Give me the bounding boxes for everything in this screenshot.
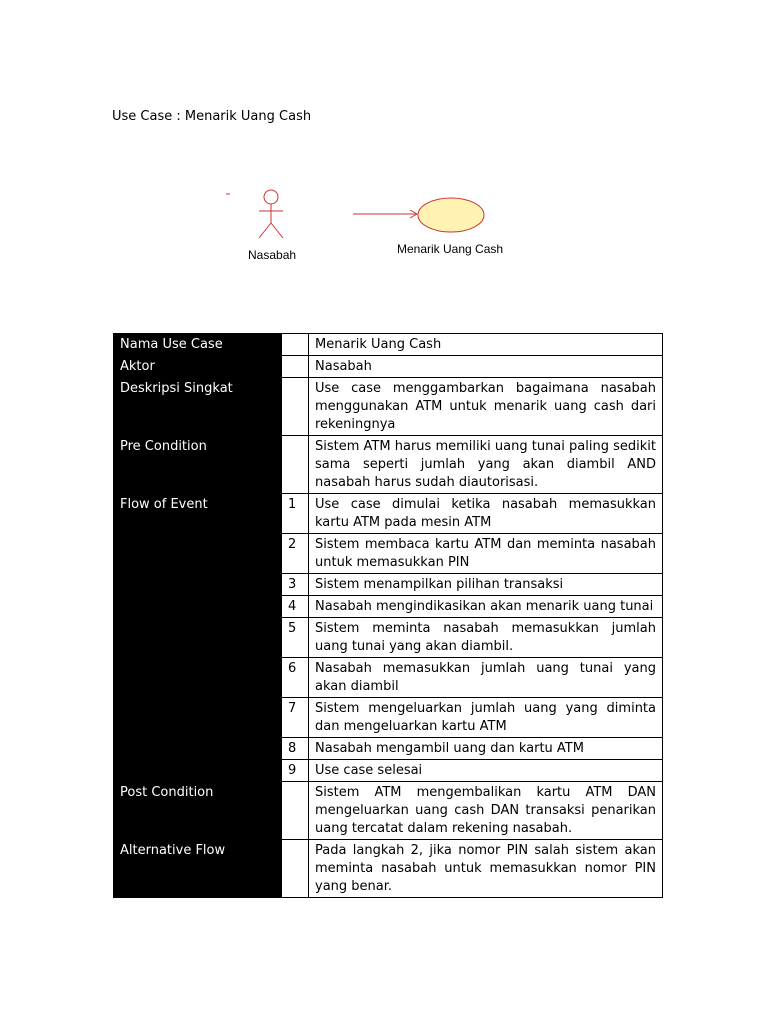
step-text: Use case selesai	[309, 760, 663, 782]
step-number: 7	[282, 698, 309, 738]
document-title: Use Case : Menarik Uang Cash	[112, 109, 312, 124]
use-case-table	[113, 333, 663, 898]
row-label: Nama Use Case	[114, 334, 282, 356]
step-text: Sistem membaca kartu ATM dan meminta nasabah untuk memasukkan PIN	[309, 534, 663, 574]
table-row	[114, 840, 663, 898]
row-label: Pre Condition	[114, 436, 282, 494]
actor-label: Nasabah	[248, 248, 297, 262]
table-row	[114, 782, 663, 840]
row-value: Sistem ATM harus memiliki uang tunai paling sedikit sama seperti jumlah yang akan diambil AND nasabah harus sudah diautorisasi.	[309, 436, 663, 494]
actor-head	[264, 190, 278, 204]
actor-right-leg	[271, 223, 283, 238]
step-text: Sistem meminta nasabah memasukkan jumlah uang tunai yang akan diambil.	[309, 618, 663, 658]
row-label: Post Condition	[114, 782, 282, 840]
row-value: Menarik Uang Cash	[309, 334, 663, 356]
step-text: Nasabah memasukkan jumlah uang tunai yang akan diambil	[309, 658, 663, 698]
step-text: Nasabah mengindikasikan akan menarik uang tunai	[309, 596, 663, 618]
row-label: Deskripsi Singkat	[114, 378, 282, 436]
row-label: Flow of Event	[114, 494, 282, 782]
row-label: Alternative Flow	[114, 840, 282, 898]
step-text: Nasabah mengambil uang dan kartu ATM	[309, 738, 663, 760]
step-number: 3	[282, 574, 309, 596]
step-number: 8	[282, 738, 309, 760]
step-number: 6	[282, 658, 309, 698]
row-label: Aktor	[114, 356, 282, 378]
step-text: Use case dimulai ketika nasabah memasukkan kartu ATM pada mesin ATM	[309, 494, 663, 534]
use-case-diagram	[220, 183, 520, 273]
row-value: Nasabah	[309, 356, 663, 378]
step-number: 1	[282, 494, 309, 534]
row-value: Pada langkah 2, jika nomor PIN salah sistem akan meminta nasabah untuk memasukkan nomor PIN yang benar.	[309, 840, 663, 898]
row-value: Use case menggambarkan bagaimana nasabah menggunakan ATM untuk menarik uang cash dari rekeningnya	[309, 378, 663, 436]
step-text: Sistem mengeluarkan jumlah uang yang diminta dan mengeluarkan kartu ATM	[309, 698, 663, 738]
row-value: Sistem ATM mengembalikan kartu ATM DAN mengeluarkan uang cash DAN transaksi penarikan uang tercatat dalam rekening nasabah.	[309, 782, 663, 840]
step-number: 5	[282, 618, 309, 658]
use-case-ellipse	[418, 198, 484, 232]
table-row	[114, 494, 663, 534]
step-number: 9	[282, 760, 309, 782]
use-case-label: Menarik Uang Cash	[397, 242, 504, 256]
step-number: 4	[282, 596, 309, 618]
step-number: 2	[282, 534, 309, 574]
table-row	[114, 334, 663, 356]
actor-left-leg	[259, 223, 271, 238]
actor-figure	[259, 190, 283, 238]
table-row	[114, 436, 663, 494]
table-row	[114, 378, 663, 436]
step-text: Sistem menampilkan pilihan transaksi	[309, 574, 663, 596]
table-row	[114, 356, 663, 378]
